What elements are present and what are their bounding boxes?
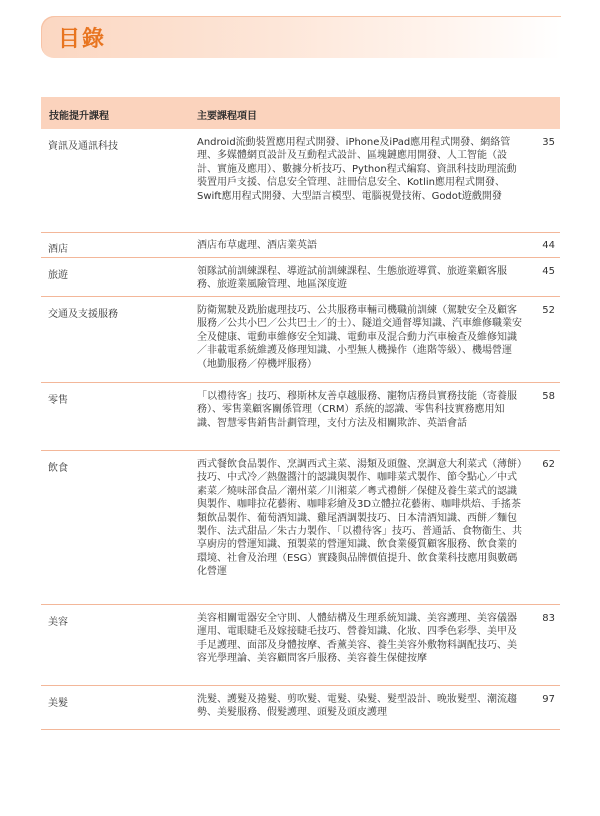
- page-number: 58: [542, 391, 555, 402]
- course-items: 「以禮待客」技巧、穆斯林友善卓越服務、寵物店務員實務技能（寄養服務）、零售業顧客關係管理（CRM）系統的認識、零售科技實務應用知識、智慧零售銷售計劃管理，支付方法及相關欺詐、英語會話: [197, 391, 517, 429]
- page-title: 目錄: [58, 27, 107, 52]
- course-items: 西式餐飲食品製作、烹調西式主菜、湯類及頭盤、烹調意大利菜式（薄餅）技巧、中式冷／熱盤醬汁的認識與製作、咖啡菜式製作、節令點心／中式素菜／燒味部食品／潮州菜／川湘菜／粵式禮餅／保健及養生菜式的認識與製作、咖啡拉花藝術、咖啡彩繪及3D立體拉花藝術、咖啡烘焙、手搖茶類飲品製作、葡萄酒知識、雞尾酒調製技巧、日本清酒知識、西餅／麵包製作、法式甜品／朱古力製作、「以禮待客」技巧、普通話、食物衞生、共享廚房的營運知識、預製菜的營運知識、飲食業優質顧客服務、飲食業的環境、社會及治理（ESG）實踐與品牌價值提升、飲食業科技應用與數碼化營運: [197, 459, 522, 578]
- page-number: 62: [542, 459, 555, 470]
- page-number: 83: [542, 613, 555, 624]
- column-header-items: 主要課程項目: [197, 111, 257, 122]
- table-row: [41, 258, 560, 297]
- table-row: [41, 129, 560, 233]
- page-number: 97: [542, 694, 555, 705]
- course-name: 零售: [48, 395, 68, 406]
- course-items: 酒店布草處理、酒店業英語: [197, 240, 317, 251]
- course-name: 資訊及通訊科技: [48, 141, 118, 152]
- title-banner: [41, 16, 561, 58]
- page-number: 44: [542, 240, 555, 251]
- course-name: 旅遊: [48, 270, 68, 281]
- table-row: [41, 605, 560, 686]
- course-items: 領隊試前訓練課程、導遊試前訓練課程、生態旅遊導賞、旅遊業顧客服務、旅遊業風險管理、地區深度遊: [197, 266, 507, 291]
- column-header-course: 技能提升課程: [49, 111, 109, 122]
- page-number: 52: [542, 305, 555, 316]
- course-name: 交通及支援服務: [48, 309, 118, 320]
- course-items: 美容相關電器安全守則、人體結構及生理系統知識、美容護理、美容儀器運用、電眼睫毛及嫁接睫毛技巧、營養知識、化妝、四季色彩學、美甲及手足護理、面部及身體按摩、香薰美容、養生美容外敷物料調配技巧、美容光學理論、美容顧問客戶服務、美容養生保健按摩: [197, 613, 517, 665]
- page-number: 35: [542, 137, 555, 148]
- course-items: Android流動裝置應用程式開發、iPhone及iPad應用程式開發、網絡管理、多媒體網頁設計及互動程式設計、區塊鏈應用開發、人工智能（設計、實施及應用）、數據分析技巧、Python程式編寫、資訊科技助理流動裝置用戶支援、信息安全管理、註冊信息安全、Kotlin應用程式開發、Swift應用程式開發、大型語言模型、電腦視覺技術、Godot遊戲開發: [197, 137, 517, 202]
- table-header: [41, 97, 560, 129]
- table-row: [41, 451, 560, 605]
- course-name: 美容: [48, 617, 68, 628]
- table-row: [41, 383, 560, 451]
- course-name: 美髮: [48, 698, 68, 709]
- course-items: 洗髮、護髮及捲髮、剪吹髮、電髮、染髮、髮型設計、晚妝髮型、潮流趨勢、美髮服務、假髮護理、頭髮及頭皮護理: [197, 694, 517, 719]
- table-row: [41, 297, 560, 383]
- course-name: 酒店: [48, 244, 68, 255]
- table-row: [41, 232, 560, 258]
- page-number: 45: [542, 266, 555, 277]
- course-items: 防衛駕駛及跣胎處理技巧、公共服務車輛司機職前訓練（駕駛安全及顧客服務／公共小巴／公共巴士／的士）、隧道交通督導知識、汽車維修職業安全及健康、電動車維修安全知識、電動車及混合動力汽車檢查及維修知識／非載電系統維護及修理知識、小型無人機操作（進階等級）、機場營運（地勤服務／停機坪服務）: [197, 305, 522, 370]
- course-name: 飲食: [48, 463, 68, 474]
- table-row: [41, 686, 560, 730]
